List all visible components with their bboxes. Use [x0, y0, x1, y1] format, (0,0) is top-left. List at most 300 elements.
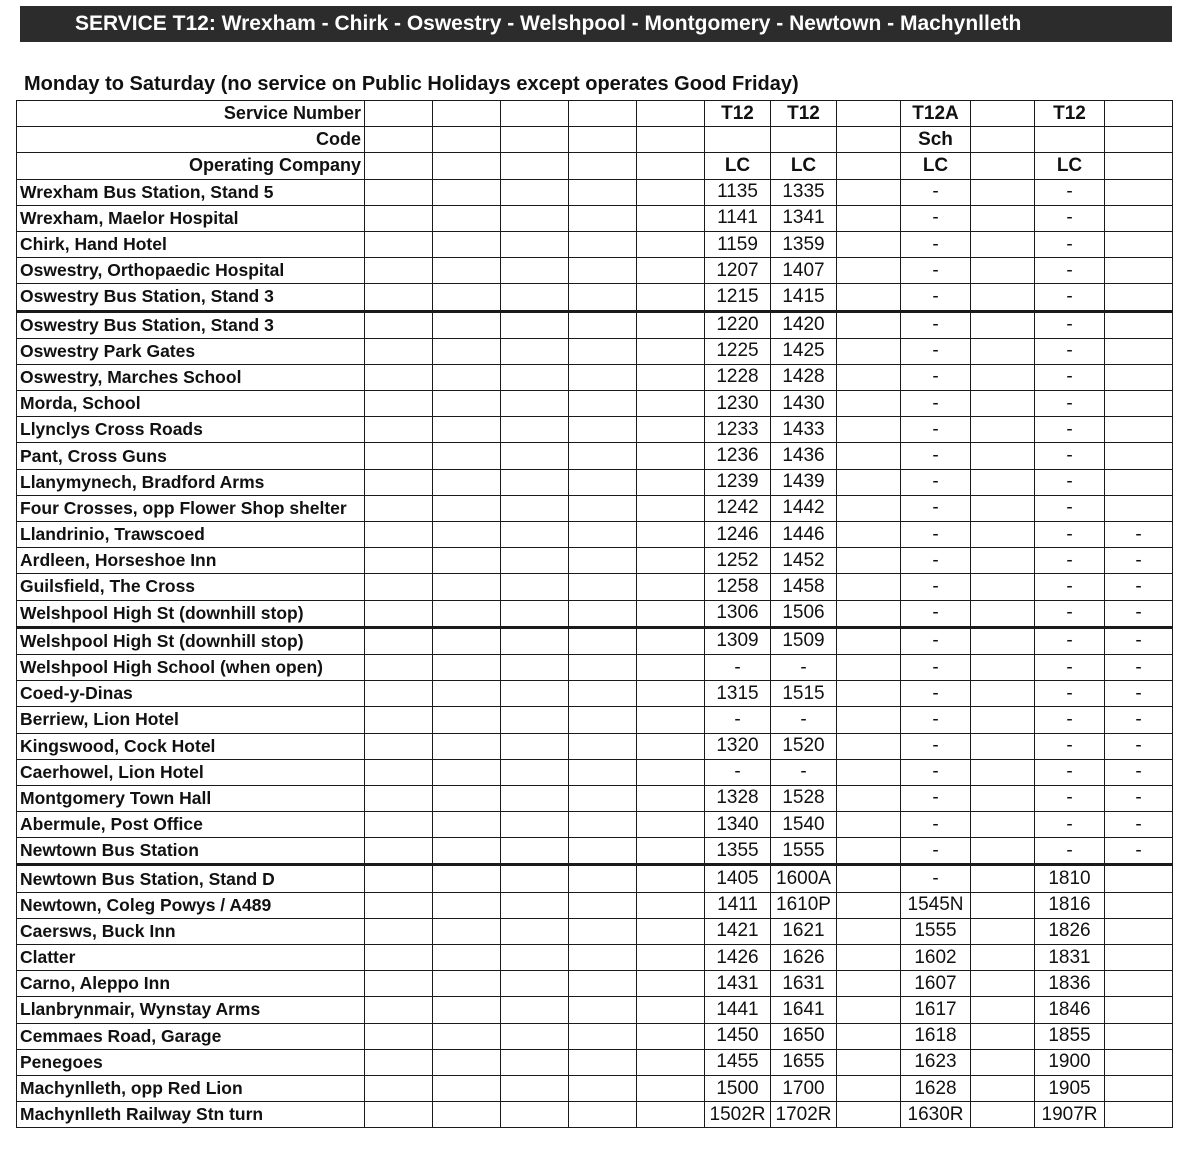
departure-time — [1105, 338, 1173, 364]
stop-name: Machynlleth Railway Stn turn — [17, 1102, 365, 1128]
stop-row — [17, 1075, 1173, 1101]
departure-time — [569, 1102, 637, 1128]
departure-time — [837, 627, 901, 654]
departure-time — [365, 205, 433, 231]
departure-time: - — [901, 865, 971, 892]
departure-time — [971, 443, 1035, 469]
departure-time — [837, 812, 901, 838]
departure-time — [365, 1102, 433, 1128]
departure-time — [501, 205, 569, 231]
stop-row — [17, 574, 1173, 600]
departure-time — [365, 997, 433, 1023]
stop-name: Coed-y-Dinas — [17, 681, 365, 707]
departure-time — [837, 681, 901, 707]
departure-time — [971, 918, 1035, 944]
departure-time: - — [1105, 522, 1173, 548]
stop-name: Caerhowel, Lion Hotel — [17, 759, 365, 785]
departure-time — [365, 443, 433, 469]
departure-time — [569, 681, 637, 707]
departure-time — [569, 707, 637, 733]
departure-time — [501, 391, 569, 417]
departure-time — [569, 1049, 637, 1075]
departure-time: 1411 — [705, 892, 771, 918]
departure-time: - — [901, 600, 971, 627]
departure-time — [365, 627, 433, 654]
departure-time — [365, 945, 433, 971]
departure-time: 1502R — [705, 1102, 771, 1128]
departure-time — [433, 1075, 501, 1101]
departure-time — [433, 495, 501, 521]
stop-name: Pant, Cross Guns — [17, 443, 365, 469]
stop-name: Montgomery Town Hall — [17, 785, 365, 811]
departure-time — [433, 469, 501, 495]
departure-time — [637, 918, 705, 944]
departure-time — [637, 892, 705, 918]
departure-time: - — [1035, 495, 1105, 521]
departure-time — [365, 600, 433, 627]
departure-time: 1628 — [901, 1075, 971, 1101]
departure-time — [365, 522, 433, 548]
stop-name: Welshpool High St (downhill stop) — [17, 627, 365, 654]
stop-row — [17, 311, 1173, 338]
departure-time — [501, 785, 569, 811]
departure-time — [433, 681, 501, 707]
departure-time: 1309 — [705, 627, 771, 654]
departure-time — [637, 707, 705, 733]
departure-time — [501, 258, 569, 284]
departure-time: 1141 — [705, 205, 771, 231]
departure-time — [569, 548, 637, 574]
departure-time: 1450 — [705, 1023, 771, 1049]
departure-time — [433, 733, 501, 759]
departure-time — [971, 391, 1035, 417]
departure-time — [637, 865, 705, 892]
departure-time — [433, 759, 501, 785]
departure-time — [637, 1049, 705, 1075]
departure-time — [433, 1049, 501, 1075]
departure-time — [501, 495, 569, 521]
header-label: Service Number — [17, 101, 365, 127]
departure-time — [569, 1075, 637, 1101]
departure-time — [365, 391, 433, 417]
departure-time — [971, 865, 1035, 892]
departure-time: - — [1035, 785, 1105, 811]
departure-time: - — [1105, 654, 1173, 680]
departure-time: 1623 — [901, 1049, 971, 1075]
stop-name: Oswestry Park Gates — [17, 338, 365, 364]
departure-time: 1228 — [705, 364, 771, 390]
departure-time: 1500 — [705, 1075, 771, 1101]
departure-time: 1528 — [771, 785, 837, 811]
departure-time — [433, 945, 501, 971]
departure-time: 1655 — [771, 1049, 837, 1075]
departure-time: 1433 — [771, 417, 837, 443]
departure-time — [1105, 258, 1173, 284]
departure-time — [1105, 865, 1173, 892]
departure-time — [433, 231, 501, 257]
departure-time: - — [1105, 838, 1173, 865]
departure-time — [365, 179, 433, 205]
departure-time: - — [901, 391, 971, 417]
departure-time — [971, 205, 1035, 231]
stop-name: Oswestry, Marches School — [17, 364, 365, 390]
header-cell — [1105, 153, 1173, 179]
departure-time: 1215 — [705, 284, 771, 311]
header-cell — [433, 153, 501, 179]
departure-time: - — [1035, 654, 1105, 680]
departure-time: 1441 — [705, 997, 771, 1023]
departure-time: 1242 — [705, 495, 771, 521]
header-label: Code — [17, 127, 365, 153]
stop-row — [17, 759, 1173, 785]
departure-time — [971, 179, 1035, 205]
departure-time: - — [901, 443, 971, 469]
departure-time — [971, 258, 1035, 284]
departure-time — [637, 654, 705, 680]
departure-time — [365, 364, 433, 390]
stop-name: Carno, Aleppo Inn — [17, 971, 365, 997]
departure-time: 1328 — [705, 785, 771, 811]
departure-time — [837, 997, 901, 1023]
departure-time — [837, 707, 901, 733]
departure-time: - — [901, 681, 971, 707]
stop-name: Kingswood, Cock Hotel — [17, 733, 365, 759]
departure-time — [971, 1049, 1035, 1075]
departure-time — [569, 574, 637, 600]
departure-time — [569, 179, 637, 205]
stop-row — [17, 284, 1173, 311]
departure-time — [971, 417, 1035, 443]
departure-time — [1105, 1023, 1173, 1049]
departure-time: - — [1035, 443, 1105, 469]
departure-time — [637, 812, 705, 838]
departure-time — [365, 311, 433, 338]
departure-time: - — [1035, 179, 1105, 205]
departure-time — [569, 759, 637, 785]
departure-time: - — [705, 654, 771, 680]
departure-time: 1631 — [771, 971, 837, 997]
departure-time: - — [901, 417, 971, 443]
departure-time — [501, 627, 569, 654]
departure-time — [971, 733, 1035, 759]
departure-time: 1855 — [1035, 1023, 1105, 1049]
departure-time — [501, 548, 569, 574]
departure-time: 1233 — [705, 417, 771, 443]
departure-time — [365, 681, 433, 707]
stop-name: Welshpool High School (when open) — [17, 654, 365, 680]
departure-time — [569, 1023, 637, 1049]
departure-time — [365, 865, 433, 892]
departure-time — [637, 391, 705, 417]
departure-time: - — [1035, 574, 1105, 600]
departure-time: 1816 — [1035, 892, 1105, 918]
departure-time: 1135 — [705, 179, 771, 205]
departure-time: 1315 — [705, 681, 771, 707]
departure-time — [501, 707, 569, 733]
stop-name: Newtown Bus Station — [17, 838, 365, 865]
departure-time: 1650 — [771, 1023, 837, 1049]
departure-time — [971, 785, 1035, 811]
departure-time — [569, 785, 637, 811]
departure-time — [501, 759, 569, 785]
departure-time — [365, 231, 433, 257]
departure-time — [569, 945, 637, 971]
departure-time — [837, 1102, 901, 1128]
departure-time — [569, 284, 637, 311]
departure-time — [637, 364, 705, 390]
departure-time — [569, 258, 637, 284]
stop-row — [17, 205, 1173, 231]
departure-time: - — [771, 707, 837, 733]
departure-time: 1407 — [771, 258, 837, 284]
departure-time: - — [901, 574, 971, 600]
stop-name: Oswestry Bus Station, Stand 3 — [17, 284, 365, 311]
header-label: Operating Company — [17, 153, 365, 179]
departure-time — [1105, 391, 1173, 417]
departure-time — [501, 522, 569, 548]
stop-name: Llynclys Cross Roads — [17, 417, 365, 443]
stop-row — [17, 548, 1173, 574]
departure-time — [433, 971, 501, 997]
header-cell — [433, 127, 501, 153]
departure-time — [637, 759, 705, 785]
departure-time — [637, 945, 705, 971]
header-cell — [569, 101, 637, 127]
stop-name: Clatter — [17, 945, 365, 971]
departure-time: - — [1035, 759, 1105, 785]
departure-time: 1340 — [705, 812, 771, 838]
departure-time — [501, 918, 569, 944]
stop-name: Oswestry Bus Station, Stand 3 — [17, 311, 365, 338]
departure-time: 1355 — [705, 838, 771, 865]
departure-time — [637, 1023, 705, 1049]
departure-time — [569, 311, 637, 338]
header-cell: LC — [705, 153, 771, 179]
departure-time — [837, 1023, 901, 1049]
departure-time — [837, 574, 901, 600]
departure-time — [837, 522, 901, 548]
departure-time: 1225 — [705, 338, 771, 364]
departure-time — [433, 627, 501, 654]
stop-row — [17, 391, 1173, 417]
departure-time: - — [1105, 812, 1173, 838]
departure-time: - — [901, 338, 971, 364]
departure-time — [637, 522, 705, 548]
departure-time — [433, 918, 501, 944]
header-cell — [705, 127, 771, 153]
departure-time — [501, 469, 569, 495]
departure-time: - — [1105, 785, 1173, 811]
departure-time: - — [705, 759, 771, 785]
departure-time: - — [1035, 733, 1105, 759]
departure-time: - — [1105, 733, 1173, 759]
departure-time — [1105, 892, 1173, 918]
departure-time — [365, 971, 433, 997]
stop-name: Newtown Bus Station, Stand D — [17, 865, 365, 892]
departure-time: - — [1035, 812, 1105, 838]
departure-time — [501, 812, 569, 838]
departure-time — [501, 417, 569, 443]
stop-row — [17, 495, 1173, 521]
header-cell — [1105, 127, 1173, 153]
departure-time — [1105, 311, 1173, 338]
departure-time — [971, 997, 1035, 1023]
departure-time — [501, 865, 569, 892]
departure-time — [837, 205, 901, 231]
departure-time — [971, 600, 1035, 627]
stop-name: Newtown, Coleg Powys / A489 — [17, 892, 365, 918]
stop-row — [17, 338, 1173, 364]
header-cell — [637, 101, 705, 127]
departure-time — [1105, 469, 1173, 495]
departure-time — [1105, 1102, 1173, 1128]
stop-name: Cemmaes Road, Garage — [17, 1023, 365, 1049]
departure-time — [837, 469, 901, 495]
departure-time — [365, 1075, 433, 1101]
departure-time — [501, 600, 569, 627]
departure-time — [501, 443, 569, 469]
departure-time — [365, 707, 433, 733]
departure-time — [501, 364, 569, 390]
departure-time: 1836 — [1035, 971, 1105, 997]
header-cell — [569, 127, 637, 153]
header-cell: Sch — [901, 127, 971, 153]
stop-name: Wrexham, Maelor Hospital — [17, 205, 365, 231]
departure-time — [365, 1049, 433, 1075]
departure-time — [569, 812, 637, 838]
stop-name: Ardleen, Horseshoe Inn — [17, 548, 365, 574]
departure-time: 1220 — [705, 311, 771, 338]
departure-time — [433, 865, 501, 892]
departure-time — [637, 258, 705, 284]
departure-time: 1555 — [771, 838, 837, 865]
departure-time — [569, 918, 637, 944]
departure-time — [971, 1023, 1035, 1049]
departure-time: - — [1105, 627, 1173, 654]
departure-time: 1540 — [771, 812, 837, 838]
departure-time: 1439 — [771, 469, 837, 495]
departure-time — [569, 654, 637, 680]
stop-name: Four Crosses, opp Flower Shop shelter — [17, 495, 365, 521]
header-cell: T12 — [771, 101, 837, 127]
departure-time — [637, 971, 705, 997]
departure-time — [637, 600, 705, 627]
departure-time — [501, 1075, 569, 1101]
stop-row — [17, 1102, 1173, 1128]
departure-time: - — [901, 838, 971, 865]
departure-time — [837, 918, 901, 944]
departure-time — [433, 258, 501, 284]
departure-time: - — [901, 311, 971, 338]
departure-time — [837, 945, 901, 971]
departure-time — [1105, 284, 1173, 311]
departure-time — [637, 997, 705, 1023]
departure-time: 1621 — [771, 918, 837, 944]
departure-time — [837, 258, 901, 284]
header-row — [17, 127, 1173, 153]
departure-time: - — [901, 654, 971, 680]
departure-time — [971, 707, 1035, 733]
stop-name: Welshpool High St (downhill stop) — [17, 600, 365, 627]
departure-time: - — [1035, 707, 1105, 733]
stop-row — [17, 838, 1173, 865]
header-cell: T12A — [901, 101, 971, 127]
departure-time — [637, 785, 705, 811]
departure-time — [1105, 1049, 1173, 1075]
departure-time: - — [1035, 205, 1105, 231]
departure-time: 1207 — [705, 258, 771, 284]
departure-time: - — [1035, 600, 1105, 627]
departure-time — [501, 179, 569, 205]
stop-row — [17, 364, 1173, 390]
header-cell: LC — [901, 153, 971, 179]
departure-time — [501, 681, 569, 707]
departure-time — [837, 311, 901, 338]
departure-time — [971, 1075, 1035, 1101]
departure-time — [569, 600, 637, 627]
stop-row — [17, 1023, 1173, 1049]
departure-time — [837, 1049, 901, 1075]
header-cell: T12 — [705, 101, 771, 127]
departure-time — [365, 338, 433, 364]
departure-time — [569, 495, 637, 521]
departure-time: 1436 — [771, 443, 837, 469]
stop-row — [17, 733, 1173, 759]
stop-row — [17, 627, 1173, 654]
departure-time: 1515 — [771, 681, 837, 707]
header-cell — [501, 101, 569, 127]
departure-time: 1630R — [901, 1102, 971, 1128]
departure-time: 1428 — [771, 364, 837, 390]
departure-time: - — [1035, 838, 1105, 865]
departure-time: 1159 — [705, 231, 771, 257]
header-cell — [637, 153, 705, 179]
stop-row — [17, 654, 1173, 680]
departure-time: 1506 — [771, 600, 837, 627]
departure-time — [1105, 179, 1173, 205]
departure-time — [569, 205, 637, 231]
departure-time — [637, 548, 705, 574]
departure-time — [971, 574, 1035, 600]
departure-time — [1105, 364, 1173, 390]
departure-time — [971, 548, 1035, 574]
departure-time — [837, 284, 901, 311]
departure-time — [501, 945, 569, 971]
departure-time — [971, 892, 1035, 918]
departure-time — [433, 654, 501, 680]
stop-row — [17, 865, 1173, 892]
stop-row — [17, 1049, 1173, 1075]
departure-time — [569, 443, 637, 469]
departure-time — [433, 812, 501, 838]
departure-time: 1458 — [771, 574, 837, 600]
departure-time — [971, 759, 1035, 785]
departure-time: 1900 — [1035, 1049, 1105, 1075]
stop-name: Abermule, Post Office — [17, 812, 365, 838]
departure-time: - — [901, 812, 971, 838]
stop-row — [17, 785, 1173, 811]
departure-time — [569, 231, 637, 257]
stop-row — [17, 892, 1173, 918]
departure-time — [433, 338, 501, 364]
departure-time — [501, 338, 569, 364]
stop-name: Morda, School — [17, 391, 365, 417]
departure-time: - — [901, 495, 971, 521]
departure-time — [433, 364, 501, 390]
stop-name: Machynlleth, opp Red Lion — [17, 1075, 365, 1101]
departure-time — [501, 997, 569, 1023]
departure-time: - — [1035, 522, 1105, 548]
